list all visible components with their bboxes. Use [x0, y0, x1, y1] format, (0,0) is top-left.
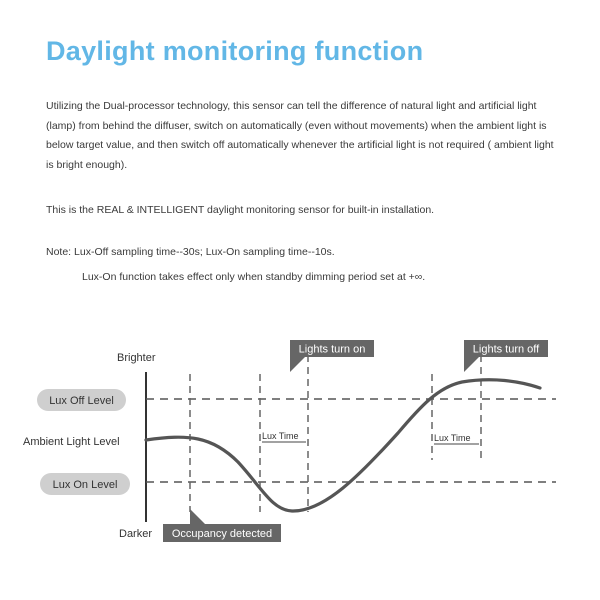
note-lux-on-condition: Lux-On function takes effect only when standby dimming period set at +∞.: [82, 271, 426, 283]
ambient-light-level-label: Ambient Light Level: [23, 436, 120, 448]
description-paragraph: Utilizing the Dual-processor technology, this sensor can tell the difference of natural light and artificial light (lamp) from behind the diffuser, switch on automatically (even without movements) when the ambient light is below target value, and then switch off automatically whenever the artificial light is not required ( ambient light is bright enough).: [46, 100, 554, 171]
brighter-label: Brighter: [117, 352, 156, 364]
note-sampling-time: Note: Lux-Off sampling time--30s; Lux-On sampling time--10s.: [46, 246, 335, 258]
lights-turn-off-label: Lights turn off: [472, 343, 540, 356]
lux-off-level-label: Lux Off Level: [49, 395, 114, 407]
lights-turn-off-pointer: [464, 357, 479, 372]
lights-turn-on-pointer: [290, 357, 305, 372]
lux-time-label-2: Lux Time: [434, 433, 471, 443]
sensor-statement: This is the REAL & INTELLIGENT daylight monitoring sensor for built-in installation.: [46, 204, 435, 216]
lux-time-label-1: Lux Time: [262, 431, 299, 441]
occupancy-detected-pointer: [190, 509, 205, 524]
occupancy-detected-label: Occupancy detected: [171, 528, 273, 540]
lux-on-level-label: Lux On Level: [52, 479, 118, 491]
darker-label: Darker: [119, 528, 153, 540]
lights-turn-on-label: Lights turn on: [298, 343, 366, 356]
page-title: Daylight monitoring function: [46, 36, 424, 66]
